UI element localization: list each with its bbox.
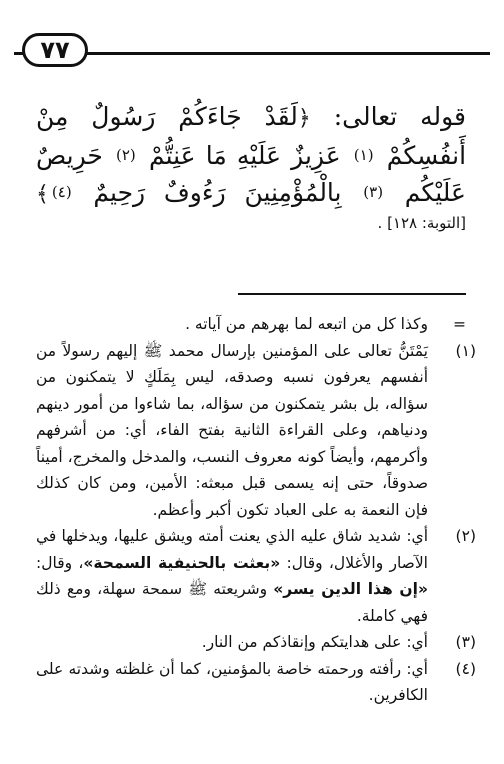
verse-open-bracket: ﴿ [297,106,311,131]
page-number: ٧٧ [40,36,70,64]
footnote-continuation [36,311,488,338]
footnote-text-part: وشريعته ﷺ سمحة سهلة، ومع ذلك فهي كاملة. [36,580,428,625]
verse-ref-4: (٤) [51,183,72,201]
verse-part-3: حَرِيصٌ عَلَيْكُم [36,141,466,207]
footnote-continuation-text: وكذا كل من اتبعه لما بهرهم من آياته . [185,315,428,333]
footnote-4 [36,656,488,709]
verse-ref-3: (٣) [363,183,384,201]
verse-source: [التوبة: ١٢٨] . [377,214,466,232]
footnote-1 [36,338,488,524]
verse-part-2: عَزِيزٌ عَلَيْهِ مَا عَنِتُّمْ [148,141,341,170]
footnote-text: أي: رأفته ورحمته خاصة بالمؤمنين، كما أن غلظته وشدته على الكافرين. [36,659,428,704]
hadith-quote: «بعثت بالحنيفية السمحة» [83,553,281,572]
quran-verse [36,98,466,213]
footnote-text [36,523,428,629]
footnote-3 [36,629,488,656]
hadith-quote: «إن هذا الدين يسر» [273,580,428,598]
footnote-marker: (١) [455,341,476,360]
footnote-text-part: ، وقال: [36,553,84,572]
footnote-text: يَمْتَنُّ تعالى على المؤمنين بإرسال محمد ﷺ إليهم رسولاً من أنفسهم يعرفون نسبه وصدقه، ليس بِمَلَكٍ لا يتمكنون من سؤاله، بل بشر يتمكنون من سؤاله، بما شاءوا من أمور دينهم ودنياهم، وعلى القراءة الثانية بفتح الفاء، أي: من أشرفهم وأكرمهم، وأيضاً كونه معروف النسب، والمدخل والمخرج، أميناً صدوقاً، حتى إنه يسمى قبل مبعثه: الأمين، ومن كان كذلك فإن النعمة به على العباد تكون أكبر وأعظم. [36,341,428,519]
footnotes [36,311,488,709]
footnote-continuation-marker: = [453,315,466,333]
verse-ref-1: (١) [353,146,374,164]
verse-close-bracket: ﴾ [36,182,49,207]
verse-intro: قوله تعالى: [333,102,466,131]
footnote-marker: (٤) [455,659,476,678]
footnote-2 [36,523,488,629]
footnote-marker: (٢) [455,527,476,545]
verse-part-1: لَقَدْ جَاءَكُمْ رَسُولٌ مِنْ أَنفُسِكُمْ [36,102,467,170]
footnote-separator [238,293,466,295]
footnote-marker: (٣) [455,633,476,651]
verse-ref-2: (٢) [116,146,136,164]
footnote-text: أي: على هدايتكم وإنقاذكم من النار. [201,633,428,651]
footnote-text-part: أي: شديد شاق عليه الذي يعنت أمته ويشق عليها، ويدخلها في الآصار والأغلال، وقال: [36,527,428,572]
page-number-badge [22,33,88,67]
verse-part-4: بِالْمُؤْمِنِينَ رَءُوفٌ رَحِيمٌ [93,178,342,207]
